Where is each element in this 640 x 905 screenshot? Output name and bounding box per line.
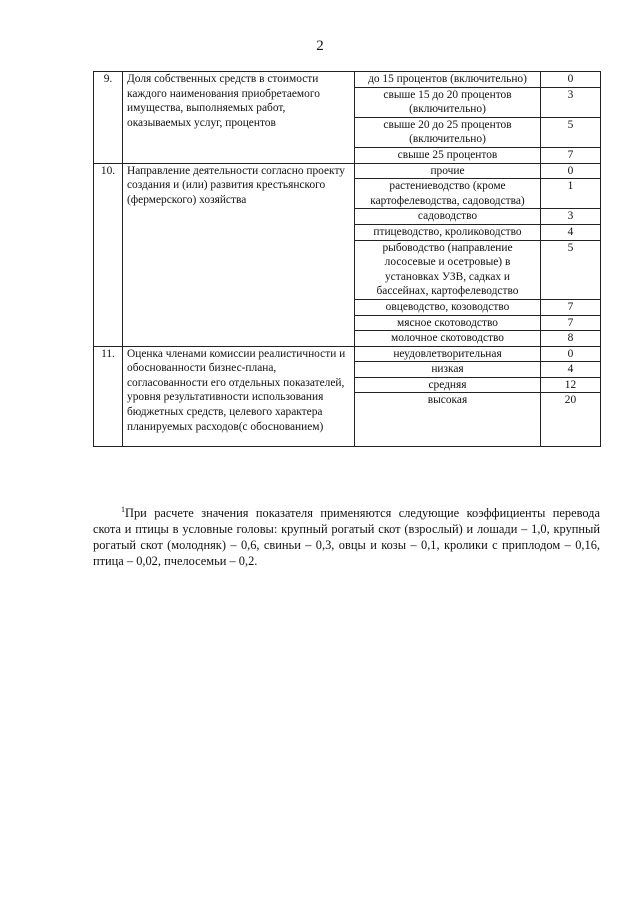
option-label: растениеводство (кроме картофелеводства, садоводства) [355, 179, 541, 209]
option-score: 7 [541, 299, 601, 315]
option-label: овцеводство, козоводство [355, 299, 541, 315]
footnote-text: При расчете значения показателя применяются следующие коэффициенты перевода скота и птицы в условные головы: крупный рогатый скот (взрослый) и лошади – 1,0, крупный рогатый скот (молодняк) – 0,6, свиньи – 0,3, овцы и козы – 0,1, кролики с приплодом – 0,16, птица – 0,02, пчелосемьи – 0,2. [93, 506, 600, 568]
option-score: 0 [541, 72, 601, 88]
option-score: 5 [541, 240, 601, 299]
option-score: 12 [541, 377, 601, 393]
criterion-number: 9. [94, 72, 123, 164]
option-score: 7 [541, 147, 601, 163]
option-label: мясное скотоводство [355, 315, 541, 331]
footnote-marker: 1 [121, 505, 125, 514]
option-label: неудовлетворительная [355, 346, 541, 362]
option-score: 3 [541, 87, 601, 117]
option-score: 3 [541, 209, 601, 225]
option-score: 5 [541, 117, 601, 147]
option-label: низкая [355, 362, 541, 378]
footnote [93, 505, 600, 569]
option-score: 7 [541, 315, 601, 331]
option-label: высокая [355, 393, 541, 447]
criterion-name: Доля собственных средств в стоимости каждого наименования приобретаемого имущества, выполняемых работ, оказываемых услуг, процентов [123, 72, 355, 164]
footnote-paragraph [93, 505, 600, 569]
criteria-table-body [94, 72, 601, 447]
criteria-table [93, 71, 601, 447]
table-row [94, 72, 601, 88]
option-label: рыбоводство (направление лососевые и осетровые) в установках УЗВ, садках и бассейнах, картофелеводство [355, 240, 541, 299]
option-score: 1 [541, 179, 601, 209]
criterion-number: 10. [94, 163, 123, 346]
table-row [94, 346, 601, 362]
option-label: птицеводство, кролиководство [355, 224, 541, 240]
option-label: до 15 процентов (включительно) [355, 72, 541, 88]
option-label: садоводство [355, 209, 541, 225]
option-score: 4 [541, 224, 601, 240]
option-label: свыше 25 процентов [355, 147, 541, 163]
option-label: свыше 15 до 20 процентов (включительно) [355, 87, 541, 117]
option-score: 0 [541, 346, 601, 362]
page-number: 2 [316, 38, 324, 54]
option-label: средняя [355, 377, 541, 393]
option-score: 0 [541, 163, 601, 179]
criterion-name: Оценка членами комиссии реалистичности и обоснованности бизнес-плана, согласованности его отдельных показателей, уровня результативности использования бюджетных средств, целевого характера планируемых расходов(с обоснованием) [123, 346, 355, 447]
option-score: 8 [541, 331, 601, 347]
option-label: свыше 20 до 25 процентов (включительно) [355, 117, 541, 147]
option-score: 20 [541, 393, 601, 447]
criterion-number: 11. [94, 346, 123, 447]
option-score: 4 [541, 362, 601, 378]
option-label: прочие [355, 163, 541, 179]
option-label: молочное скотоводство [355, 331, 541, 347]
table-row [94, 163, 601, 179]
criterion-name: Направление деятельности согласно проекту создания и (или) развития крестьянского (фермерского) хозяйства [123, 163, 355, 346]
